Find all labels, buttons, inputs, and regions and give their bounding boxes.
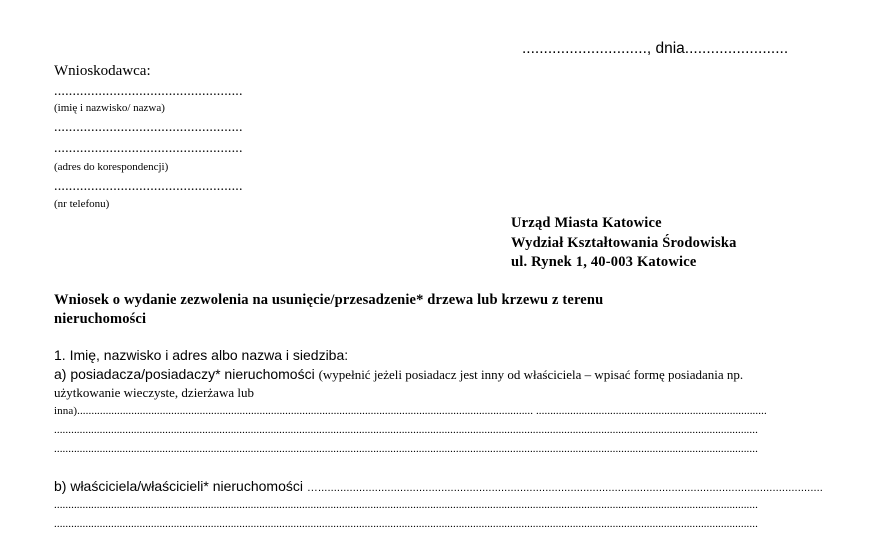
applicant-address-field-2: ................................................... (54, 141, 243, 156)
section-1a-fill-line-3: ....................................................................................................................................................................................................................................................... (54, 443, 758, 455)
section-1a-fill-line-1: inna)................................................................................................................................................................ ................................................................................. (54, 405, 767, 417)
section-1-heading: 1. Imię, nazwisko i adres albo nazwa i siedziba: (54, 347, 349, 363)
form-title (54, 291, 603, 329)
applicant-phone-hint: (nr telefonu) (54, 198, 110, 210)
section-1a-note-cont (54, 384, 254, 401)
section-1b-label: b) właściciela/właścicieli* nieruchomości (54, 478, 303, 494)
recipient-office-name: Urząd Miasta Katowice (511, 215, 662, 231)
recipient-department: Wydział Kształtowania Środowiska (511, 234, 737, 251)
applicant-phone-field: ................................................... (54, 179, 243, 194)
place-date-line: ............................., dnia........................ (522, 40, 789, 57)
section-1a-label: a) posiadacza/posiadaczy* nieruchomości (54, 366, 315, 382)
applicant-address-field-1: ................................................... (54, 120, 243, 135)
section-1b-row (54, 478, 823, 494)
section-1a-note-2: użytkowanie wieczyste, dzierżawa lub (54, 385, 254, 400)
recipient-street: ul. Rynek 1, 40-003 Katowice (511, 254, 697, 270)
section-1b-fill-line-1: …................................................................................................................................................................ (306, 482, 823, 494)
applicant-name-field: ................................................... (54, 84, 243, 99)
applicant-label: Wnioskodawca: (54, 63, 151, 79)
section-1a-note: (wypełnić jeżeli posiadacz jest inny od właściciela – wpisać formę posiadania np. (318, 367, 744, 382)
applicant-name-hint: (imię i nazwisko/ nazwa) (54, 102, 165, 114)
form-title-line-2: nieruchomości (54, 311, 147, 327)
applicant-address-hint: (adres do korespondencji) (54, 161, 169, 173)
section-1a-fill-line-2: ....................................................................................................................................................................................................................................................... (54, 424, 758, 436)
section-1a-row (54, 366, 743, 383)
section-1b-fill-line-3: ....................................................................................................................................................................................................................................................... (54, 518, 758, 530)
recipient-address-block (511, 214, 737, 273)
section-1b-fill-line-2: ....................................................................................................................................................................................................................................................... (54, 499, 758, 511)
form-title-line-1: Wniosek o wydanie zezwolenia na usunięcie/przesadzenie* drzewa lub krzewu z terenu (54, 292, 604, 308)
